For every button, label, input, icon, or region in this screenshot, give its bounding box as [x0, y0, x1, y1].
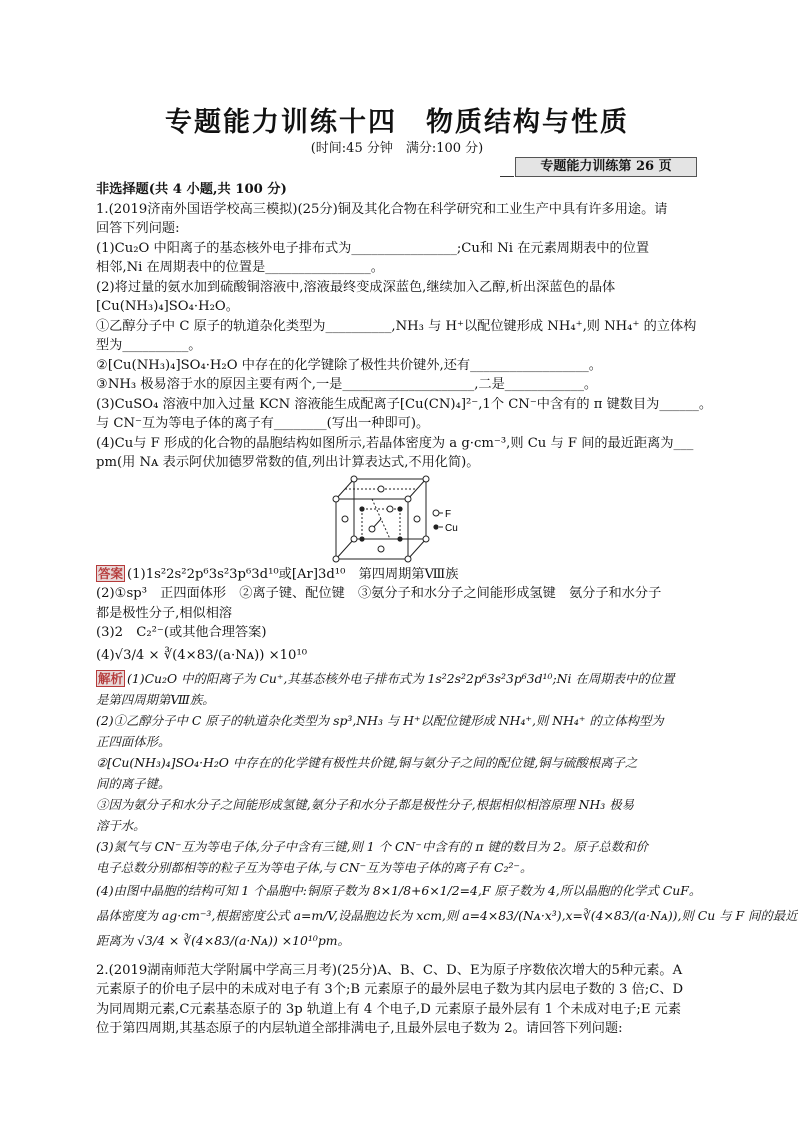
- q1-line: 与 CN⁻互为等电子体的离子有________(写出一种即可)。: [96, 416, 430, 431]
- q1-line: (3)CuSO₄ 溶液中加入过量 KCN 溶液能生成配离子[Cu(CN)₄]²⁻,1个 CN⁻中含有的 π 键数目为______。: [96, 396, 713, 412]
- legend-cu: Cu: [445, 522, 458, 534]
- explanation-line: 正四面体形。: [96, 733, 171, 749]
- q1-line: (2)将过量的氨水加到硫酸铜溶液中,溶液最终变成深蓝色,继续加入乙醇,析出深蓝色的晶体: [96, 279, 616, 295]
- page-tag: 专题能力训练第 26 页: [515, 157, 697, 177]
- explanation-block: [96, 668, 798, 953]
- page-subtitle: (时间:45 分钟 满分:100 分): [310, 141, 484, 156]
- explanation-line: 溶于水。: [96, 817, 146, 833]
- explanation-line: 距离为 √3/4 × ∛(4×83/(a·Nᴀ)) ×10¹⁰pm。: [96, 932, 350, 948]
- q1-line: ③NH₃ 极易溶于水的原因主要有两个,一是____________________,二是____________。: [96, 377, 598, 392]
- q1-line: 相邻,Ni 在周期表中的位置是________________。: [96, 260, 384, 275]
- explanation-line: (1)Cu₂O 中的阳离子为 Cu⁺,其基态核外电子排布式为 1s²2s²2p⁶3s²3p⁶3d¹⁰;Ni 在周期表中的位置: [127, 670, 675, 686]
- explanation-line: 是第四周期第Ⅷ族。: [96, 691, 215, 707]
- section-heading: 非选择题(共 4 小题,共 100 分): [96, 182, 287, 197]
- q1-line: [Cu(NH₃)₄]SO₄·H₂O。: [96, 299, 239, 314]
- q1-line: 1.(2019济南外国语学校高三模拟)(25分)铜及其化合物在科学研究和工业生产中具有许多用途。请: [96, 201, 668, 217]
- answer-line: (2)①sp³ 正四面体形 ②离子键、配位键 ③氨分子和水分子之间能形成氢键 氨分子和水分子: [96, 586, 662, 601]
- explanation-line: (4)由图中晶胞的结构可知 1 个晶胞中:铜原子数为 8×1/8+6×1/2=4,F 原子数为 4,所以晶胞的化学式 CuF。: [96, 882, 702, 898]
- answer-line: 都是极性分子,相似相溶: [96, 605, 233, 621]
- q1-line: (1)Cu₂O 中阳离子的基态核外电子排布式为________________;Cu和 Ni 在元素周期表中的位置: [96, 240, 650, 256]
- q2-line: 位于第四周期,其基态原子的内层轨道全部排满电子,且最外层电子数为 2。请回答下列问题:: [96, 1021, 623, 1036]
- q2-line: 元素原子的价电子层中的未成对电子有 3个;B 元素原子的最外层电子数为其内层电子数的 3 倍;C、D: [96, 982, 684, 997]
- q1-line: 回答下列问题:: [96, 221, 180, 236]
- explanation-line: 晶体密度为 ag·cm⁻³,根据密度公式 a=m/V,设晶胞边长为 xcm,则 a=4×83/(Nᴀ·x³),x=∛(4×83/(a·Nᴀ)),则 Cu 与 F 间的最近: [96, 907, 798, 923]
- answer-line: (1)1s²2s²2p⁶3s²3p⁶3d¹⁰或[Ar]3d¹⁰ 第四周期第Ⅷ族: [127, 566, 459, 582]
- explanation-line: (3)氮气与 CN⁻互为等电子体,分子中含有三键,则 1 个 CN⁻中含有的 π 键的数目为 2。原子总数和价: [96, 838, 648, 854]
- q1-line: 型为__________。: [96, 338, 202, 353]
- explanation-badge: 解析: [98, 670, 124, 686]
- question-2: [96, 961, 696, 1039]
- explanation-line: ②[Cu(NH₃)₄]SO₄·H₂O 中存在的化学键有极性共价键,铜与氨分子之间的配位键,铜与硫酸根离子之: [96, 754, 638, 770]
- legend-f: F: [445, 508, 452, 520]
- answer-line: (4)√3/4 × ∛(4×83/(a·Nᴀ)) ×10¹⁰: [96, 647, 308, 663]
- crystal-cell-diagram: [328, 473, 468, 565]
- q1-line: ①乙醇分子中 C 原子的轨道杂化类型为__________,NH₃ 与 H⁺以配位键形成 NH₄⁺,则 NH₄⁺ 的立体构: [96, 318, 697, 334]
- tag-underline: [500, 176, 514, 177]
- q1-line: (4)Cu与 F 形成的化合物的晶胞结构如图所示,若晶体密度为 a g·cm⁻³,则 Cu 与 F 间的最近距离为___: [96, 435, 694, 451]
- explanation-line: ③因为氨分子和水分子之间能形成氢键,氨分子和水分子都是极性分子,根据相似相溶原理 NH₃ 极易: [96, 796, 634, 812]
- explanation-line: 间的离子键。: [96, 775, 171, 791]
- crystal-cell-figure: [96, 473, 696, 565]
- page-title: 专题能力训练十四 物质结构与性质: [165, 107, 629, 138]
- q2-line: 2.(2019湖南师范大学附属中学高三月考)(25分)A、B、C、D、E为原子序数依次增大的5种元素。A: [96, 962, 683, 978]
- answer-badge: 答案: [98, 565, 124, 581]
- q1-line: ②[Cu(NH₃)₄]SO₄·H₂O 中存在的化学键除了极性共价键外,还有__________________。: [96, 357, 602, 373]
- answer-block: [96, 565, 696, 668]
- q2-line: 为同周期元素,C元素基态原子的 3p 轨道上有 4 个电子,D 元素原子最外层有 1 个未成对电子;E 元素: [96, 1001, 682, 1017]
- question-1: [96, 200, 713, 473]
- q1-line: pm(用 Nᴀ 表示阿伏加德罗常数的值,列出计算表达式,不用化简)。: [96, 455, 480, 470]
- answer-line: (3)2 C₂²⁻(或其他合理答案): [96, 625, 267, 640]
- explanation-line: (2)①乙醇分子中 C 原子的轨道杂化类型为 sp³,NH₃ 与 H⁺以配位键形成 NH₄⁺,则 NH₄⁺ 的立体构型为: [96, 712, 664, 728]
- explanation-line: 电子总数分别都相等的粒子互为等电子体,与 CN⁻互为等电子体的离子有 C₂²⁻。: [96, 859, 533, 875]
- content: [96, 180, 798, 1039]
